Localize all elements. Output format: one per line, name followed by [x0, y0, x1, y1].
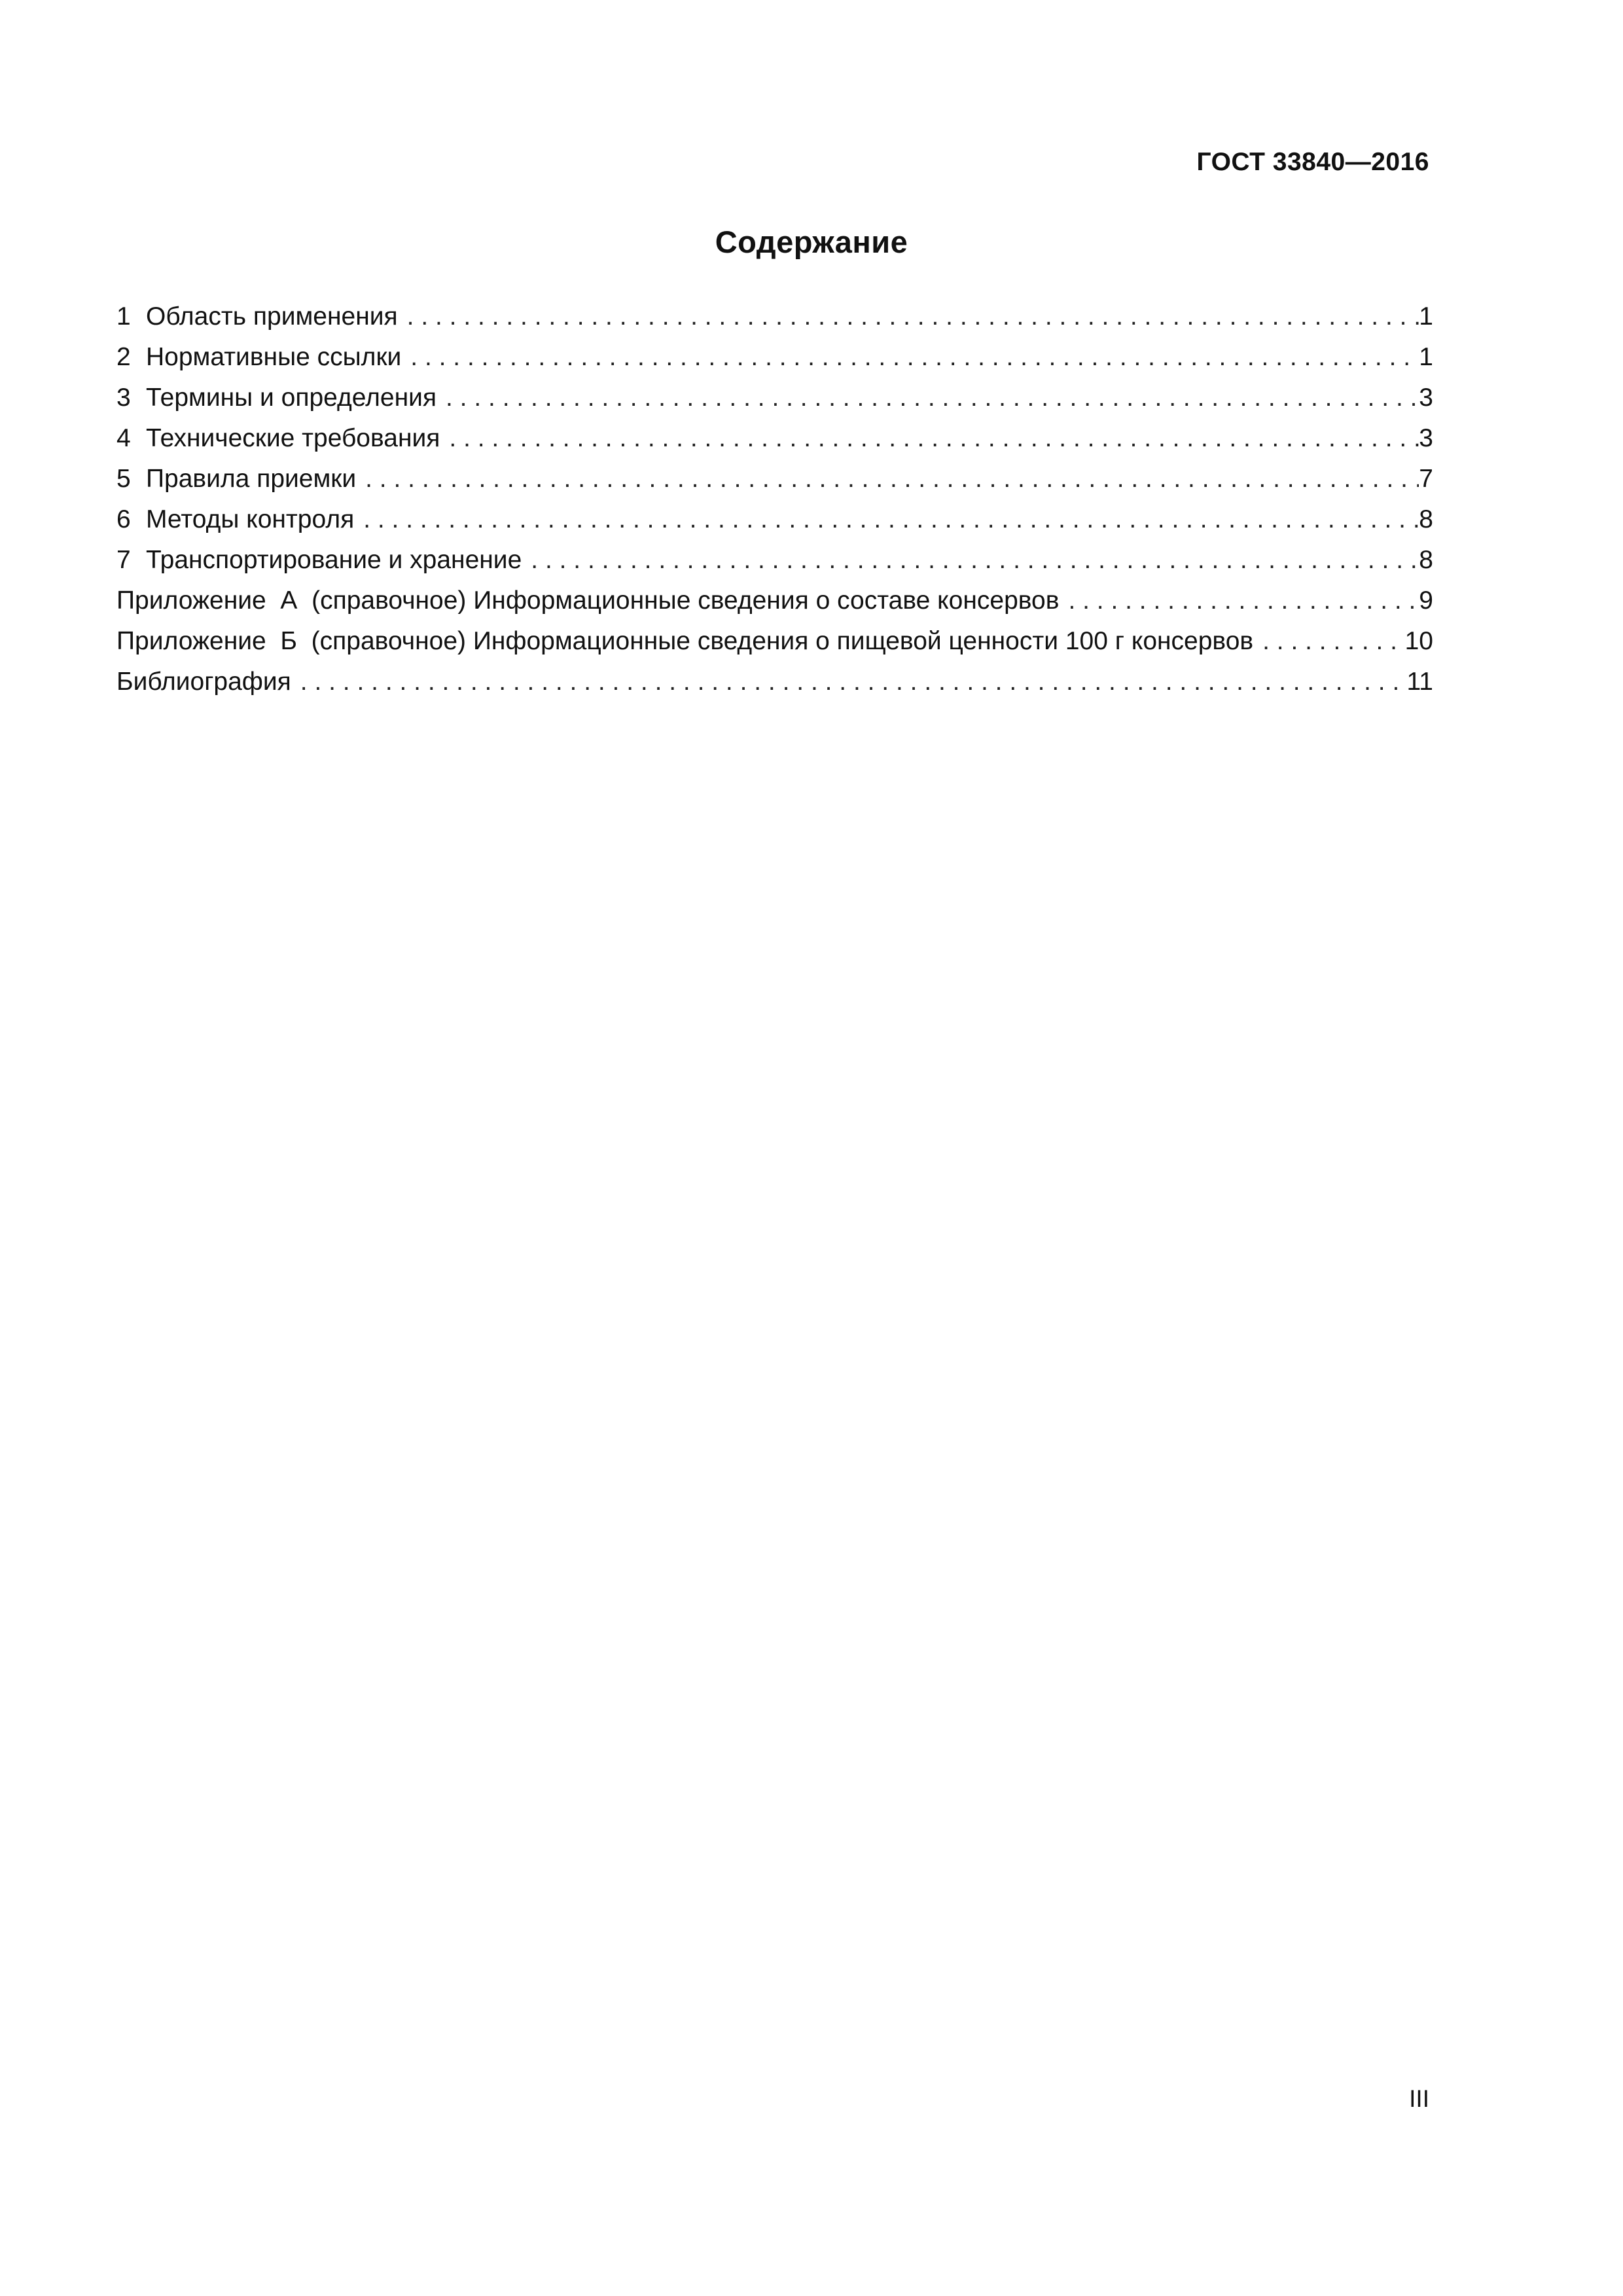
toc-entry-label: Область применения [146, 302, 398, 331]
toc-entry-number: 5 [116, 465, 131, 493]
toc-entry-number: 2 [116, 343, 131, 371]
toc-entry-3[interactable] [116, 378, 1433, 418]
toc-entry-label: Нормативные ссылки [146, 343, 402, 371]
toc-entry-5[interactable] [116, 459, 1433, 499]
toc-entry-bibliography[interactable] [116, 662, 1433, 702]
toc-entry-page: 8 [1419, 546, 1433, 574]
toc-entry-page: 1 [1419, 343, 1433, 371]
toc-dot-leader [531, 540, 1419, 581]
toc-entry-number: 1 [116, 302, 131, 331]
toc-entry-1[interactable] [116, 296, 1433, 337]
toc-dot-leader [1068, 581, 1419, 621]
toc-entry-number: 3 [116, 384, 131, 412]
toc-entry-page: 7 [1419, 465, 1433, 493]
toc-entry-label: Транспортирование и хранение [146, 546, 522, 574]
page-number: III [1409, 2085, 1429, 2112]
toc-entry-number: 7 [116, 546, 131, 574]
toc-entry-appendix-a[interactable] [116, 581, 1433, 621]
toc-entry-appendix-b[interactable] [116, 621, 1433, 662]
toc-entry-label: Методы контроля [146, 505, 355, 533]
table-of-contents [116, 296, 1433, 702]
toc-entry-label: Термины и определения [146, 384, 437, 412]
toc-entry-number: 6 [116, 505, 131, 533]
toc-entry-label: Библиография [116, 668, 291, 696]
toc-entry-4[interactable] [116, 418, 1433, 459]
toc-entry-page: 9 [1419, 586, 1433, 615]
toc-entry-label: Правила приемки [146, 465, 357, 493]
toc-entry-6[interactable] [116, 499, 1433, 540]
toc-entry-page: 10 [1404, 627, 1433, 655]
toc-entry-page: 11 [1406, 668, 1433, 696]
toc-entry-label: Технические требования [146, 424, 440, 452]
toc-entry-label: Приложение Б (справочное) Информационные сведения о пищевой ценности 100 г консервов [116, 627, 1254, 655]
toc-entry-label: Приложение А (справочное) Информационные сведения о составе консервов [116, 586, 1060, 615]
toc-dot-leader [300, 662, 1407, 702]
toc-entry-7[interactable] [116, 540, 1433, 581]
toc-dot-leader [365, 459, 1419, 499]
toc-entry-page: 3 [1419, 384, 1433, 412]
toc-dot-leader [1262, 621, 1404, 662]
toc-entry-page: 8 [1419, 505, 1433, 533]
toc-dot-leader [446, 378, 1419, 418]
toc-entry-page: 3 [1419, 424, 1433, 452]
toc-entry-2[interactable] [116, 337, 1433, 378]
toc-dot-leader [363, 499, 1419, 540]
document-number: ГОСТ 33840—2016 [1196, 148, 1429, 176]
toc-dot-leader [410, 337, 1419, 378]
toc-entry-page: 1 [1419, 302, 1433, 331]
toc-dot-leader [407, 296, 1419, 337]
toc-title: Содержание [715, 224, 908, 259]
toc-dot-leader [449, 418, 1419, 459]
toc-entry-number: 4 [116, 424, 131, 452]
